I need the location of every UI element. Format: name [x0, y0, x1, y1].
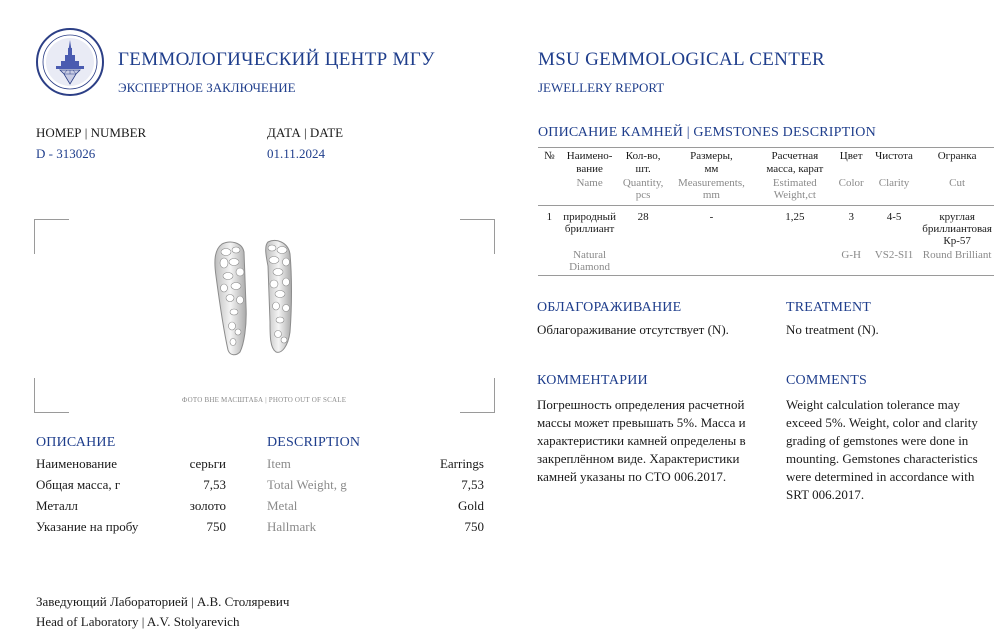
gem-cell-en: [755, 248, 834, 276]
treatment-ru-heading: ОБЛАГОРАЖИВАНИЕ: [537, 300, 682, 315]
col-header-en: Color: [838, 177, 864, 189]
subtitle-en: JEWELLERY REPORT: [538, 80, 665, 95]
desc-en-value: Earrings: [439, 456, 484, 471]
gem-cell-en: Natural Diamond: [569, 249, 611, 273]
comments-en-text: Weight calculation tolerance may exceed 5%. Weight, color and clarity grading of gemstones were done in mounting. Gemstones characteristics were determined in accordance with SRT 006.2017.: [786, 397, 978, 502]
desc-ru-label: Указание на пробу: [36, 519, 139, 534]
photo-frame-corner: [460, 219, 495, 254]
gem-cell: круглая бриллиантовая Кр-57: [922, 211, 992, 247]
gem-cell: 1: [546, 211, 553, 223]
desc-en-label: Hallmark: [267, 519, 317, 534]
gem-cell-en: [538, 248, 561, 276]
signature-ru: Заведующий Лабораторией | А.В. Столяревич: [36, 594, 290, 609]
col-header-en: [538, 176, 561, 206]
col-header: Расчетная масса, карат: [766, 150, 824, 175]
earrings-photo: [200, 236, 310, 362]
number-label: НОМЕР | NUMBER: [36, 125, 147, 140]
gem-cell: 28: [637, 211, 649, 223]
desc-en-label: Item: [267, 456, 291, 471]
gem-cell: природный бриллиант: [563, 211, 616, 235]
gem-cell-en: G-H: [841, 249, 861, 261]
col-header-en: Measurements, mm: [677, 177, 745, 201]
description-ru-heading: ОПИСАНИЕ: [36, 435, 116, 450]
gem-cell: -: [709, 211, 714, 223]
subtitle-ru: ЭКСПЕРТНОЕ ЗАКЛЮЧЕНИЕ: [118, 80, 296, 95]
title-ru: ГЕММОЛОГИЧЕСКИЙ ЦЕНТР МГУ: [118, 49, 435, 70]
gem-cell: 1,25: [785, 211, 805, 223]
desc-en-value: Gold: [458, 498, 484, 513]
comments-ru-heading: КОММЕНТАРИИ: [537, 373, 648, 388]
gem-cell-en: Round Brilliant: [922, 249, 992, 261]
desc-ru-value: золото: [189, 498, 226, 513]
gemstones-table: [538, 147, 994, 276]
gem-cell: 3: [848, 211, 854, 223]
comments-ru-text: Погрешность определения расчетной массы может превышать 5%. Масса и характеристики камней определены в закреплённом виде. Характеристики камней указаны по СТО 006.2017.: [537, 397, 746, 484]
treatment-en-text: No treatment (N).: [786, 322, 879, 337]
number-value: D - 313026: [36, 146, 96, 161]
col-header-en: Clarity: [878, 177, 910, 189]
title-en: MSU GEMMOLOGICAL CENTER: [538, 49, 825, 70]
col-header-en: Name: [576, 177, 603, 189]
col-header: Огранка: [937, 150, 977, 162]
col-header-en: Estimated Weight,ct: [772, 177, 817, 201]
date-value: 01.11.2024: [267, 146, 326, 161]
col-header: Размеры, мм: [690, 150, 733, 175]
desc-ru-label: Наименование: [36, 456, 117, 471]
gem-cell-en: [668, 248, 755, 276]
desc-en-value: 750: [464, 519, 484, 534]
signature-en: Head of Laboratory | A.V. Stolyarevich: [36, 614, 240, 629]
col-header: Кол-во, шт.: [625, 150, 661, 175]
col-header-en: Quantity, pcs: [622, 177, 664, 201]
treatment-ru-text: Облагораживание отсутствует (N).: [537, 322, 729, 337]
gemstones-heading: ОПИСАНИЕ КАМНЕЙ | GEMSTONES DESCRIPTION: [538, 125, 876, 140]
gem-cell-en: [619, 248, 668, 276]
col-header-en: Cut: [949, 177, 966, 189]
comments-en-heading: COMMENTS: [786, 373, 867, 388]
desc-en-label: Total Weight, g: [267, 477, 347, 492]
photo-caption: ФОТО ВНЕ МАСШТАБА | PHOTO OUT OF SCALE: [181, 396, 347, 404]
desc-ru-label: Общая масса, г: [36, 477, 121, 492]
col-header: Цвет: [839, 150, 863, 162]
desc-ru-value: 7,53: [203, 477, 226, 492]
desc-ru-value: 750: [206, 519, 226, 534]
desc-ru-label: Металл: [36, 498, 78, 513]
desc-en-value: 7,53: [461, 477, 484, 492]
treatment-en-heading: TREATMENT: [786, 300, 872, 315]
desc-ru-value: серьги: [189, 456, 226, 471]
col-header: Наимено- вание: [566, 150, 613, 175]
msu-logo: [36, 28, 104, 96]
photo-frame-corner: [34, 219, 69, 254]
gem-cell: 4-5: [886, 211, 902, 223]
gem-cell-en: VS2-SI1: [874, 249, 914, 261]
description-en-heading: DESCRIPTION: [267, 435, 361, 450]
col-header: Чистота: [875, 150, 913, 162]
col-header: №: [544, 150, 555, 162]
date-label: ДАТА | DATE: [267, 125, 344, 140]
desc-en-label: Metal: [267, 498, 298, 513]
